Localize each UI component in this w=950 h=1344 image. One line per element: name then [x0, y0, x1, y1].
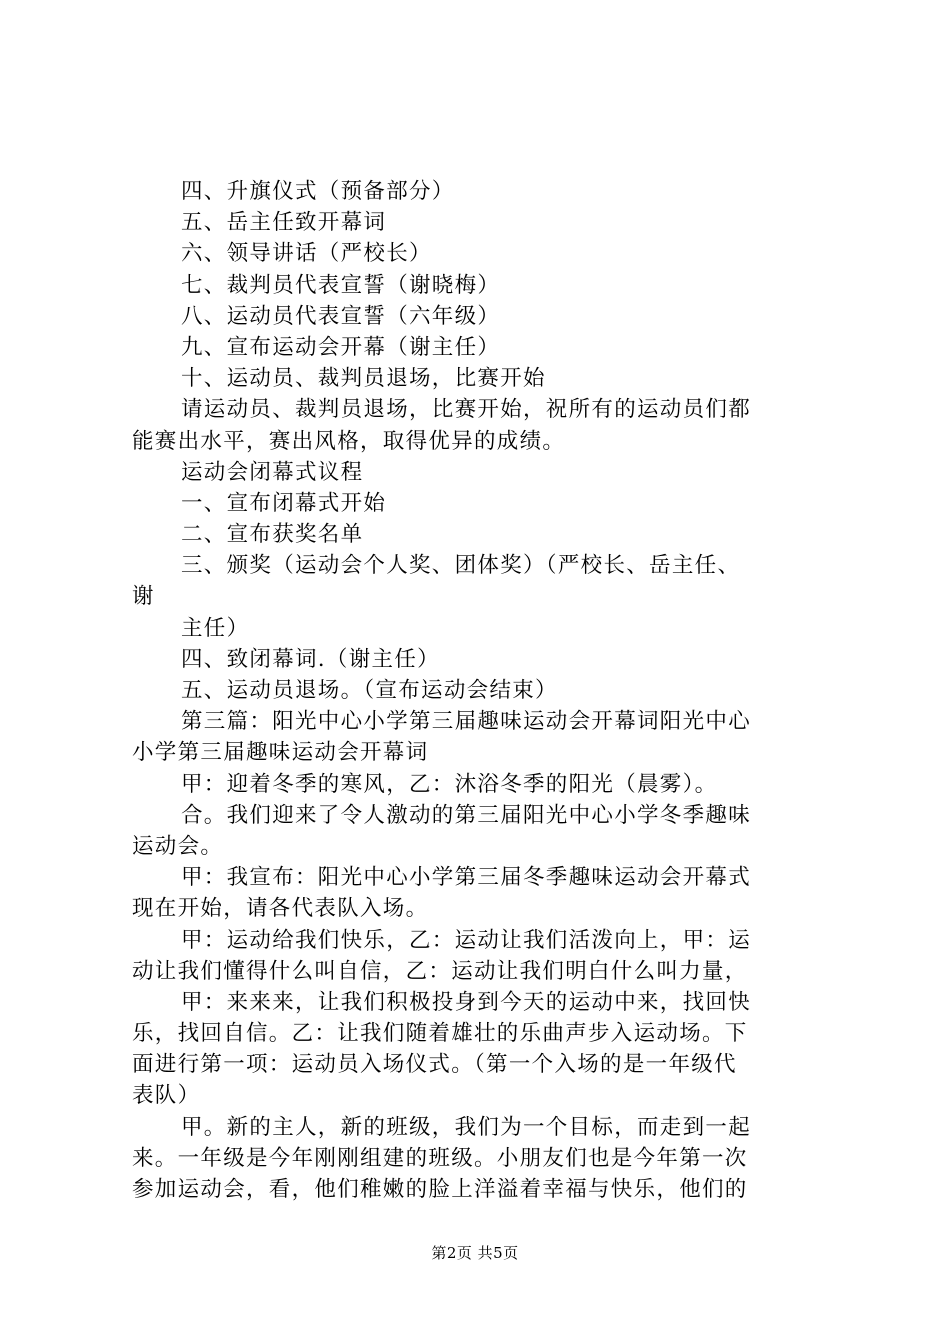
text-line: 现在开始，请各代表队入场。	[132, 896, 429, 922]
text-line: 表队）	[132, 1083, 201, 1109]
text-line: 合。我们迎来了令人激动的第三届阳光中心小学冬季趣味	[181, 802, 752, 828]
text-line: 一、宣布闭幕式开始	[181, 490, 387, 516]
text-line: 甲。新的主人，新的班级，我们为一个目标，而走到一起	[181, 1114, 752, 1140]
text-line: 甲：运动给我们快乐，乙：运动让我们活泼向上，甲：运	[181, 927, 752, 953]
text-line: 运动会。	[132, 833, 224, 859]
text-line: 动让我们懂得什么叫自信，乙：运动让我们明白什么叫力量，	[132, 958, 748, 984]
text-line: 主任）	[181, 615, 250, 641]
text-line: 参加运动会，看，他们稚嫩的脸上洋溢着幸福与快乐，他们的	[132, 1177, 748, 1202]
text-line: 来。一年级是今年刚刚组建的班级。小朋友们也是今年第一次	[132, 1145, 748, 1171]
text-line: 五、运动员退场。（宣布运动会结束）	[181, 678, 558, 703]
text-line: 乐，找回自信。乙：让我们随着雄壮的乐曲声步入运动场。下	[132, 1021, 748, 1047]
text-line: 小学第三届趣味运动会开幕词	[132, 740, 429, 766]
text-line: 甲：来来来，让我们积极投身到今天的运动中来，找回快	[181, 989, 752, 1015]
text-line: 四、升旗仪式（预备部分）	[181, 179, 455, 204]
document-body	[132, 176, 832, 1205]
text-line: 八、运动员代表宣誓（六年级）	[181, 303, 501, 329]
text-line: 谢	[132, 584, 155, 610]
text-line: 六、领导讲话（严校长）	[181, 241, 432, 267]
text-line: 请运动员、裁判员退场，比赛开始，祝所有的运动员们都	[181, 397, 752, 423]
text-line: 面进行第一项：运动员入场仪式。（第一个入场的是一年级代	[132, 1052, 737, 1078]
text-line: 九、宣布运动会开幕（谢主任）	[181, 334, 501, 360]
page-footer: 第2页 共5页	[431, 1244, 519, 1262]
text-line: 甲：迎着冬季的寒风，乙：沐浴冬季的阳光（晨雾）。	[181, 771, 718, 797]
text-line: 四、致闭幕词.（谢主任）	[181, 646, 440, 672]
text-line: 三、颁奖（运动会个人奖、团体奖）（严校长、岳主任、	[181, 553, 741, 579]
text-line: 甲：我宣布：阳光中心小学第三届冬季趣味运动会开幕式	[181, 865, 752, 891]
text-line: 五、岳主任致开幕词	[181, 210, 387, 236]
text-line: 能赛出水平，赛出风格，取得优异的成绩。	[132, 428, 566, 454]
text-line: 七、裁判员代表宣誓（谢晓梅）	[181, 272, 501, 298]
text-line: 二、宣布获奖名单	[181, 522, 364, 548]
text-line: 运动会闭幕式议程	[181, 459, 364, 485]
text-line: 第三篇：阳光中心小学第三届趣味运动会开幕词阳光中心	[181, 709, 752, 735]
text-line: 十、运动员、裁判员退场，比赛开始	[181, 366, 546, 392]
